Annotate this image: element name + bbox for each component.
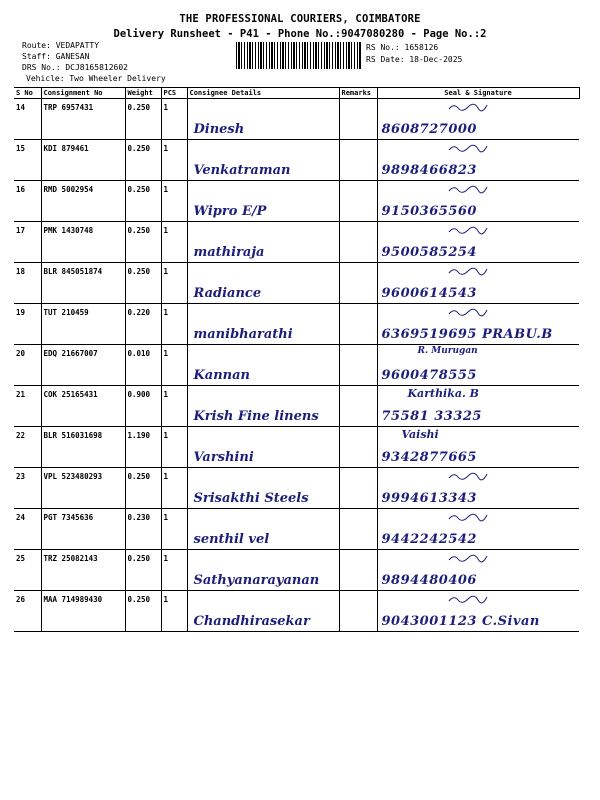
drs-number: DRS No.: DCJ8165812602 [22,63,128,72]
cell-consignee [187,345,339,386]
route-label: Route: VEDAPATTY [22,41,100,50]
col-consignee: Consignee Details [187,88,339,99]
consignee-name: Varshini [193,450,254,465]
cell-remarks [339,222,377,263]
cell-consignment: PGT 7345636 [41,509,125,550]
cell-pcs: 1 [161,427,187,468]
cell-consignment: EDQ 21667007 [41,345,125,386]
cell-pcs: 1 [161,222,187,263]
cell-weight: 0.250 [125,99,161,140]
signature-mark [448,143,488,153]
cell-consignment: TRZ 25082143 [41,550,125,591]
signature-phone: 9500585254 [381,245,477,260]
signature-mark [448,594,488,604]
signature-mark [448,184,488,194]
cell-seal-signature [377,181,579,222]
consignee-name: Sathyanarayanan [193,573,320,588]
cell-consignee [187,222,339,263]
consignee-name: Venkatraman [193,163,291,178]
cell-pcs: 1 [161,304,187,345]
table-row [14,99,579,140]
cell-consignment: TUT 210459 [41,304,125,345]
cell-consignee [187,550,339,591]
col-pcs: PCS [161,88,187,99]
cell-sno: 25 [14,550,41,591]
consignee-name: Dinesh [193,122,245,137]
cell-pcs: 1 [161,386,187,427]
cell-weight: 0.900 [125,386,161,427]
signature-mark [448,266,488,276]
cell-seal-signature [377,345,579,386]
cell-seal-signature [377,509,579,550]
cell-weight: 0.250 [125,140,161,181]
cell-seal-signature [377,263,579,304]
cell-weight: 0.250 [125,263,161,304]
cell-sno: 15 [14,140,41,181]
cell-sno: 22 [14,427,41,468]
staff-label: Staff: GANESAN [22,52,90,61]
cell-consignee [187,386,339,427]
table-header-row [14,88,579,99]
signature-phone: 9994613343 [381,491,477,506]
consignee-name: mathiraja [193,245,265,260]
consignee-name: Krish Fine linens [193,409,319,424]
table-row [14,386,579,427]
cell-pcs: 1 [161,263,187,304]
signature-phone: 9898466823 [381,163,477,178]
signature-mark [448,102,488,112]
cell-remarks [339,345,377,386]
cell-consignment: BLR 516031698 [41,427,125,468]
consignee-name: Srisakthi Steels [193,491,309,506]
cell-weight: 0.250 [125,591,161,632]
consignee-name: senthil vel [193,532,270,547]
table-row [14,304,579,345]
cell-weight: 0.010 [125,345,161,386]
signature-mark [448,553,488,563]
cell-pcs: 1 [161,140,187,181]
signature-phone: 75581 33325 [381,409,482,424]
table-row [14,550,579,591]
signature-text: Karthika. B [407,387,479,400]
cell-weight: 0.220 [125,304,161,345]
cell-pcs: 1 [161,345,187,386]
cell-remarks [339,509,377,550]
consignee-name: Kannan [193,368,251,383]
cell-seal-signature [377,99,579,140]
cell-consignee [187,99,339,140]
cell-consignee [187,263,339,304]
cell-consignee [187,509,339,550]
table-row [14,140,579,181]
cell-seal-signature [377,468,579,509]
cell-seal-signature [377,304,579,345]
cell-weight: 0.250 [125,181,161,222]
cell-pcs: 1 [161,181,187,222]
cell-sno: 17 [14,222,41,263]
cell-consignment: BLR 845051874 [41,263,125,304]
cell-pcs: 1 [161,550,187,591]
cell-remarks [339,386,377,427]
cell-remarks [339,591,377,632]
table-row [14,427,579,468]
col-weight: Weight [125,88,161,99]
cell-consignment: KDI 879461 [41,140,125,181]
cell-seal-signature [377,427,579,468]
cell-consignee [187,591,339,632]
rs-date: RS Date: 18-Dec-2025 [366,55,463,64]
signature-phone: 9600478555 [381,368,477,383]
cell-seal-signature [377,386,579,427]
cell-remarks [339,263,377,304]
cell-consignment: RMD 5002954 [41,181,125,222]
cell-remarks [339,468,377,509]
table-row [14,591,579,632]
cell-sno: 16 [14,181,41,222]
sheet-subtitle: Delivery Runsheet - P41 - Phone No.:9047080280 - Page No.:2 [113,28,487,40]
cell-weight: 0.230 [125,509,161,550]
cell-weight: 0.250 [125,468,161,509]
signature-phone: 8608727000 [381,122,477,137]
signature-text: Vaishi [401,428,439,441]
sheet-title: THE PROFESSIONAL COURIERS, COIMBATORE [179,13,421,25]
table-row [14,222,579,263]
cell-pcs: 1 [161,509,187,550]
runsheet-table [14,87,580,632]
table-row [14,468,579,509]
cell-remarks [339,550,377,591]
cell-consignment: PMK 1430748 [41,222,125,263]
cell-sno: 20 [14,345,41,386]
signature-mark [448,225,488,235]
cell-seal-signature [377,591,579,632]
cell-weight: 0.250 [125,550,161,591]
consignee-name: Chandhirasekar [193,614,310,629]
cell-consignee [187,140,339,181]
signature-phone: 9342877665 [381,450,477,465]
consignee-name: Radiance [193,286,262,301]
signature-phone: 9600614543 [381,286,477,301]
rs-number: RS No.: 1658126 [366,43,439,52]
cell-consignee [187,181,339,222]
cell-consignment: VPL 523480293 [41,468,125,509]
cell-sno: 19 [14,304,41,345]
cell-weight: 0.250 [125,222,161,263]
table-row [14,263,579,304]
cell-sno: 26 [14,591,41,632]
cell-weight: 1.190 [125,427,161,468]
cell-consignment: MAA 714989430 [41,591,125,632]
cell-pcs: 1 [161,99,187,140]
cell-pcs: 1 [161,468,187,509]
cell-seal-signature [377,140,579,181]
cell-sno: 18 [14,263,41,304]
cell-remarks [339,140,377,181]
col-seal-signature: Seal & Signature [377,88,579,99]
vehicle-label: Vehicle: Two Wheeler Delivery [26,74,166,83]
signature-phone: 9150365560 [381,204,477,219]
cell-remarks [339,304,377,345]
consignee-name: Wipro E/P [193,204,267,219]
table-row [14,181,579,222]
cell-remarks [339,181,377,222]
signature-phone: 6369519695 PRABU.B [381,327,553,342]
cell-seal-signature [377,550,579,591]
cell-sno: 21 [14,386,41,427]
col-sno: S No [14,88,41,99]
cell-consignee [187,468,339,509]
col-remarks: Remarks [339,88,377,99]
col-consignment: Consignment No [41,88,125,99]
cell-sno: 23 [14,468,41,509]
signature-phone: 9894480406 [381,573,477,588]
signature-mark [448,471,488,481]
cell-sno: 14 [14,99,41,140]
cell-seal-signature [377,222,579,263]
signature-mark [448,512,488,522]
cell-remarks [339,427,377,468]
cell-consignee [187,427,339,468]
cell-consignment: TRP 6957431 [41,99,125,140]
table-row [14,509,579,550]
signature-mark [448,307,488,317]
table-row [14,345,579,386]
consignee-name: manibharathi [193,327,293,342]
barcode-image [236,42,362,69]
signature-phone: 9442242542 [381,532,477,547]
cell-consignee [187,304,339,345]
signature-text: R. Murugan [417,346,478,356]
cell-consignment: COK 25165431 [41,386,125,427]
cell-sno: 24 [14,509,41,550]
cell-pcs: 1 [161,591,187,632]
signature-phone: 9043001123 C.Sivan [381,614,540,629]
cell-remarks [339,99,377,140]
